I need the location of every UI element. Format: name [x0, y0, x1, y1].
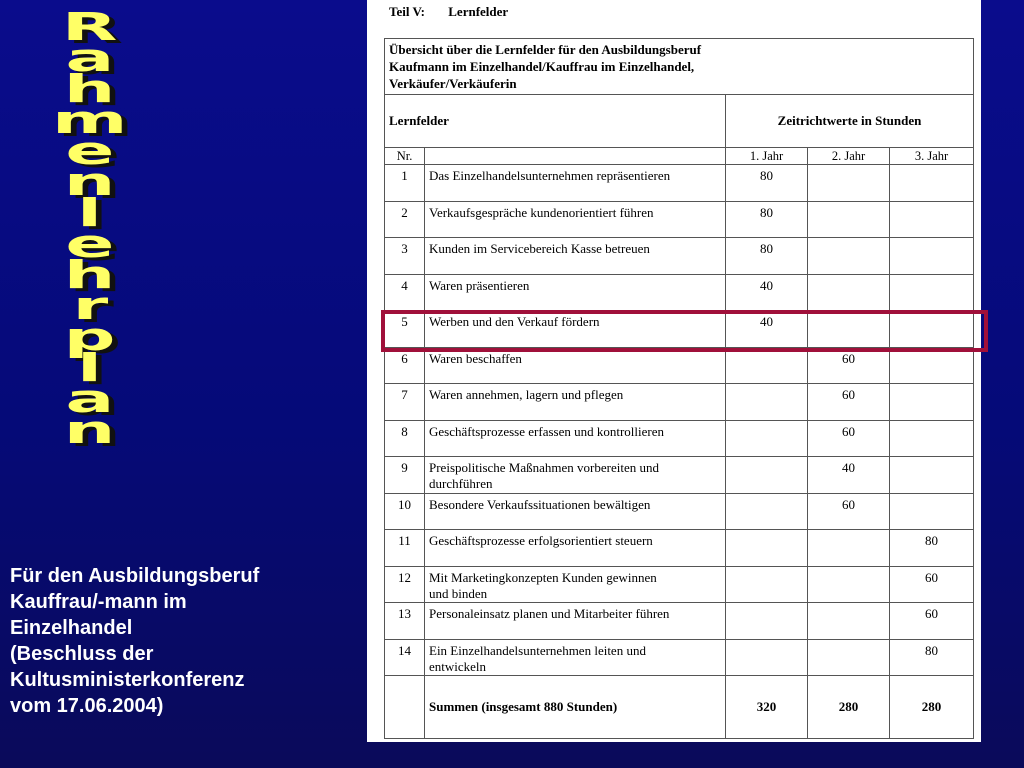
lernfeld-name-line: Waren präsentieren [429, 277, 530, 293]
overview-line: Verkäufer/Verkäuferin [389, 76, 517, 91]
lernfeld-name [425, 493, 726, 530]
heading-label: Teil V: [389, 4, 426, 19]
value-year-2: 60 [808, 493, 890, 530]
lernfeld-nr: 13 [385, 603, 425, 640]
table-row [385, 201, 974, 238]
lernfeld-name [425, 347, 726, 384]
value-year-2 [808, 566, 890, 603]
document-heading [389, 4, 508, 20]
value-year-1 [726, 384, 808, 421]
sum-year-3: 280 [890, 676, 974, 739]
value-year-2 [808, 165, 890, 202]
value-year-2 [808, 530, 890, 567]
table-row [385, 165, 974, 202]
value-year-3: 80 [890, 639, 974, 676]
lernfeld-name [425, 603, 726, 640]
value-year-3 [890, 165, 974, 202]
value-year-2: 60 [808, 384, 890, 421]
table-row [385, 566, 974, 603]
value-year-3 [890, 384, 974, 421]
value-year-1: 80 [726, 165, 808, 202]
value-year-3 [890, 347, 974, 384]
sum-year-1: 320 [726, 676, 808, 739]
lernfeld-name [425, 165, 726, 202]
value-year-1: 40 [726, 311, 808, 348]
lernfeld-nr: 11 [385, 530, 425, 567]
lernfeld-nr: 1 [385, 165, 425, 202]
sum-year-2: 280 [808, 676, 890, 739]
lernfelder-table [384, 38, 974, 739]
lernfeld-name-line: und binden [429, 585, 488, 601]
title-letter: h [64, 67, 116, 111]
caption-line: (Beschluss der [10, 643, 154, 665]
lernfeld-name-line: Waren annehmen, lagern und pflegen [429, 387, 624, 402]
title-letter: a [65, 377, 115, 421]
value-year-1 [726, 603, 808, 640]
title-letter: n [64, 160, 116, 204]
table-row [385, 493, 974, 530]
caption-line: Kultusministerkonferenz [10, 669, 245, 691]
header-lernfelder: Lernfelder [385, 95, 726, 148]
lernfeld-rows [385, 165, 974, 676]
value-year-1 [726, 530, 808, 567]
value-year-2 [808, 201, 890, 238]
value-year-2: 60 [808, 347, 890, 384]
lernfeld-name-line: Besondere Verkaufssituationen bewältigen [429, 496, 651, 512]
lernfeld-name [425, 238, 726, 275]
title-letter: p [64, 315, 116, 359]
table-row [385, 639, 974, 676]
title-letter: R [62, 5, 118, 49]
lernfeld-nr: 12 [385, 566, 425, 603]
lernfeld-name-line: Mit Marketingkonzepten Kunden gewinnen [429, 569, 657, 585]
lernfeld-name [425, 274, 726, 311]
value-year-3: 60 [890, 566, 974, 603]
lernfeld-name-line: Geschäftsprozesse erfolgsorientiert steuern [429, 533, 653, 548]
table-row [385, 457, 974, 494]
lernfeld-name [425, 201, 726, 238]
lernfeld-nr: 10 [385, 493, 425, 530]
sum-label: Summen (insgesamt 880 Stunden) [425, 676, 726, 739]
table-row [385, 274, 974, 311]
lernfeld-name-line: Personaleinsatz planen und Mitarbeiter führen [429, 606, 670, 621]
sum-row [385, 676, 974, 739]
lernfeld-name-line: Das Einzelhandelsunternehmen repräsentieren [429, 168, 671, 183]
header-year-2: 2. Jahr [808, 148, 890, 165]
lernfeld-name-line: Geschäftsprozesse erfassen und kontrollieren [429, 423, 664, 439]
highlight-box [381, 310, 988, 352]
value-year-2 [808, 274, 890, 311]
title-letter: e [65, 222, 115, 266]
lernfeld-nr: 6 [385, 347, 425, 384]
lernfeld-nr: 14 [385, 639, 425, 676]
lernfeld-name-line: Ein Einzelhandelsunternehmen leiten und [429, 642, 646, 658]
value-year-2 [808, 238, 890, 275]
document-page [367, 0, 981, 742]
lernfeld-name-line: durchführen [429, 476, 493, 491]
lernfeld-nr: 3 [385, 238, 425, 275]
value-year-2 [808, 603, 890, 640]
table-row [385, 530, 974, 567]
title-letter: h [64, 253, 116, 297]
title-letter: m [52, 98, 128, 142]
column-header-row [385, 95, 974, 148]
vertical-title-rahmenlehrplan [40, 5, 140, 452]
value-year-1 [726, 420, 808, 457]
title-letter: r [72, 284, 108, 328]
value-year-2: 40 [808, 457, 890, 494]
value-year-3 [890, 238, 974, 275]
title-letter: e [65, 129, 115, 173]
value-year-3 [890, 457, 974, 494]
header-year-1: 1. Jahr [726, 148, 808, 165]
title-letter: l [77, 346, 103, 390]
table-row [385, 420, 974, 457]
lernfeld-name [425, 420, 726, 457]
header-year-3: 3. Jahr [890, 148, 974, 165]
title-letter: n [64, 408, 116, 452]
overview-row [385, 39, 974, 95]
lernfeld-name [425, 639, 726, 676]
lernfeld-name [425, 457, 726, 494]
table-row [385, 384, 974, 421]
value-year-1: 80 [726, 238, 808, 275]
caption-line: vom 17.06.2004) [10, 695, 164, 717]
lernfeld-name-line: Kunden im Servicebereich Kasse betreuen [429, 241, 650, 256]
caption-text [10, 563, 350, 719]
value-year-3 [890, 420, 974, 457]
header-nr: Nr. [385, 148, 425, 165]
value-year-3 [890, 201, 974, 238]
value-year-3: 80 [890, 530, 974, 567]
value-year-2: 60 [808, 420, 890, 457]
caption-line: Einzelhandel [10, 617, 133, 639]
heading-text: Lernfelder [448, 4, 509, 19]
lernfeld-nr: 7 [385, 384, 425, 421]
overview-line: Übersicht über die Lernfelder für den Ausbildungsberuf [389, 42, 702, 57]
lernfeld-nr: 2 [385, 201, 425, 238]
value-year-2 [808, 639, 890, 676]
lernfeld-name [425, 384, 726, 421]
value-year-3 [890, 274, 974, 311]
value-year-1 [726, 566, 808, 603]
lernfeld-name [425, 530, 726, 567]
value-year-1 [726, 493, 808, 530]
lernfeld-nr: 8 [385, 420, 425, 457]
title-letter: l [77, 191, 103, 235]
lernfeld-name-line: entwickeln [429, 658, 487, 674]
header-zeitrichtwerte: Zeitrichtwerte in Stunden [726, 95, 974, 148]
lernfeld-name-line: Verkaufsgespräche kundenorientiert führen [429, 204, 654, 220]
year-header-row [385, 148, 974, 165]
table-row [385, 238, 974, 275]
table-row [385, 347, 974, 384]
value-year-1 [726, 457, 808, 494]
value-year-3: 60 [890, 603, 974, 640]
lernfeld-name-line: Preispolitische Maßnahmen vorbereiten und [429, 460, 659, 475]
lernfeld-name-line: Waren beschaffen [429, 350, 522, 366]
table-row [385, 603, 974, 640]
value-year-1: 80 [726, 201, 808, 238]
caption-line: Für den Ausbildungsberuf [10, 565, 260, 587]
title-letter: a [65, 36, 115, 80]
lernfeld-name [425, 566, 726, 603]
overview-line: Kaufmann im Einzelhandel/Kauffrau im Einzelhandel, [389, 59, 695, 74]
overview-cell [385, 39, 974, 95]
header-empty [425, 148, 726, 165]
lernfeld-name-line: Werben und den Verkauf fördern [429, 314, 600, 329]
value-year-1: 40 [726, 274, 808, 311]
lernfeld-nr: 5 [385, 311, 425, 348]
value-year-1 [726, 347, 808, 384]
caption-line: Kauffrau/-mann im [10, 591, 187, 613]
sum-empty [385, 676, 425, 739]
lernfeld-nr: 4 [385, 274, 425, 311]
value-year-3 [890, 493, 974, 530]
lernfeld-nr: 9 [385, 457, 425, 494]
value-year-1 [726, 639, 808, 676]
